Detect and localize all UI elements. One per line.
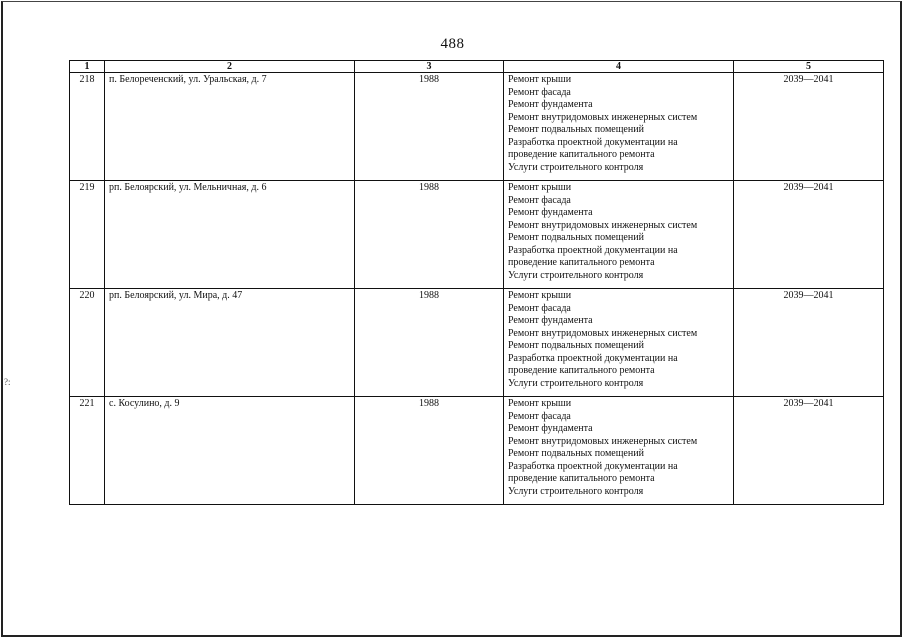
work-item: Разработка проектной документации на <box>508 352 678 364</box>
commission-year: 1988 <box>355 289 504 397</box>
margin-mark: ?: <box>4 377 11 387</box>
work-item: Разработка проектной документации на <box>508 460 678 472</box>
repair-period: 2039—2041 <box>734 397 884 505</box>
work-item: Ремонт фасада <box>508 194 571 206</box>
work-item: Ремонт фасада <box>508 86 571 98</box>
repair-period: 2039—2041 <box>734 181 884 289</box>
column-header-4: 4 <box>504 61 734 73</box>
work-item: Разработка проектной документации на <box>508 244 678 256</box>
row-number: 218 <box>70 73 105 181</box>
work-item: Ремонт внутридомовых инженерных систем <box>508 327 698 339</box>
building-address: рп. Белоярский, ул. Мельничная, д. 6 <box>105 181 355 289</box>
page-number: 488 <box>440 36 465 52</box>
repair-period: 2039—2041 <box>734 73 884 181</box>
column-header-3: 3 <box>355 61 504 73</box>
work-item: проведение капитального ремонта <box>508 149 655 160</box>
work-item: проведение капитального ремонта <box>508 473 655 484</box>
header-row <box>70 61 884 73</box>
commission-year: 1988 <box>355 73 504 181</box>
column-header-5: 5 <box>734 61 884 73</box>
building-address: рп. Белоярский, ул. Мира, д. 47 <box>105 289 355 397</box>
work-item: Ремонт фундамента <box>508 99 593 110</box>
table-row <box>70 397 884 505</box>
column-header-1: 1 <box>70 61 105 73</box>
work-item: Ремонт крыши <box>508 182 572 193</box>
building-address: п. Белореченский, ул. Уральская, д. 7 <box>105 73 355 181</box>
work-item: Услуги строительного контроля <box>508 377 644 389</box>
work-item: проведение капитального ремонта <box>508 365 655 376</box>
work-item: Ремонт фундамента <box>508 207 593 218</box>
table-row <box>70 289 884 397</box>
repair-works <box>504 397 734 505</box>
work-item: Ремонт фундамента <box>508 315 593 326</box>
work-item: Ремонт подвальных помещений <box>508 448 644 459</box>
work-item: Ремонт фасада <box>508 410 571 422</box>
row-number: 221 <box>70 397 105 505</box>
work-item: Ремонт внутридомовых инженерных систем <box>508 111 698 123</box>
repair-period: 2039—2041 <box>734 289 884 397</box>
work-item: Ремонт фундамента <box>508 423 593 434</box>
repair-works <box>504 181 734 289</box>
building-address: с. Косулино, д. 9 <box>105 397 355 505</box>
table-row <box>70 181 884 289</box>
row-number: 220 <box>70 289 105 397</box>
commission-year: 1988 <box>355 181 504 289</box>
work-item: проведение капитального ремонта <box>508 257 655 268</box>
work-item: Ремонт внутридомовых инженерных систем <box>508 435 698 447</box>
work-item: Разработка проектной документации на <box>508 136 678 148</box>
column-header-2: 2 <box>105 61 355 73</box>
work-item: Ремонт крыши <box>508 290 572 301</box>
work-item: Ремонт подвальных помещений <box>508 340 644 351</box>
repair-works <box>504 73 734 181</box>
work-item: Ремонт подвальных помещений <box>508 232 644 243</box>
work-item: Ремонт крыши <box>508 398 572 409</box>
repair-schedule-table <box>69 60 884 505</box>
work-item: Ремонт подвальных помещений <box>508 124 644 135</box>
work-item: Ремонт фасада <box>508 302 571 314</box>
repair-works <box>504 289 734 397</box>
work-item: Услуги строительного контроля <box>508 485 644 497</box>
table-row <box>70 73 884 181</box>
row-number: 219 <box>70 181 105 289</box>
work-item: Услуги строительного контроля <box>508 269 644 281</box>
work-item: Услуги строительного контроля <box>508 161 644 173</box>
work-item: Ремонт внутридомовых инженерных систем <box>508 219 698 231</box>
commission-year: 1988 <box>355 397 504 505</box>
work-item: Ремонт крыши <box>508 74 572 85</box>
